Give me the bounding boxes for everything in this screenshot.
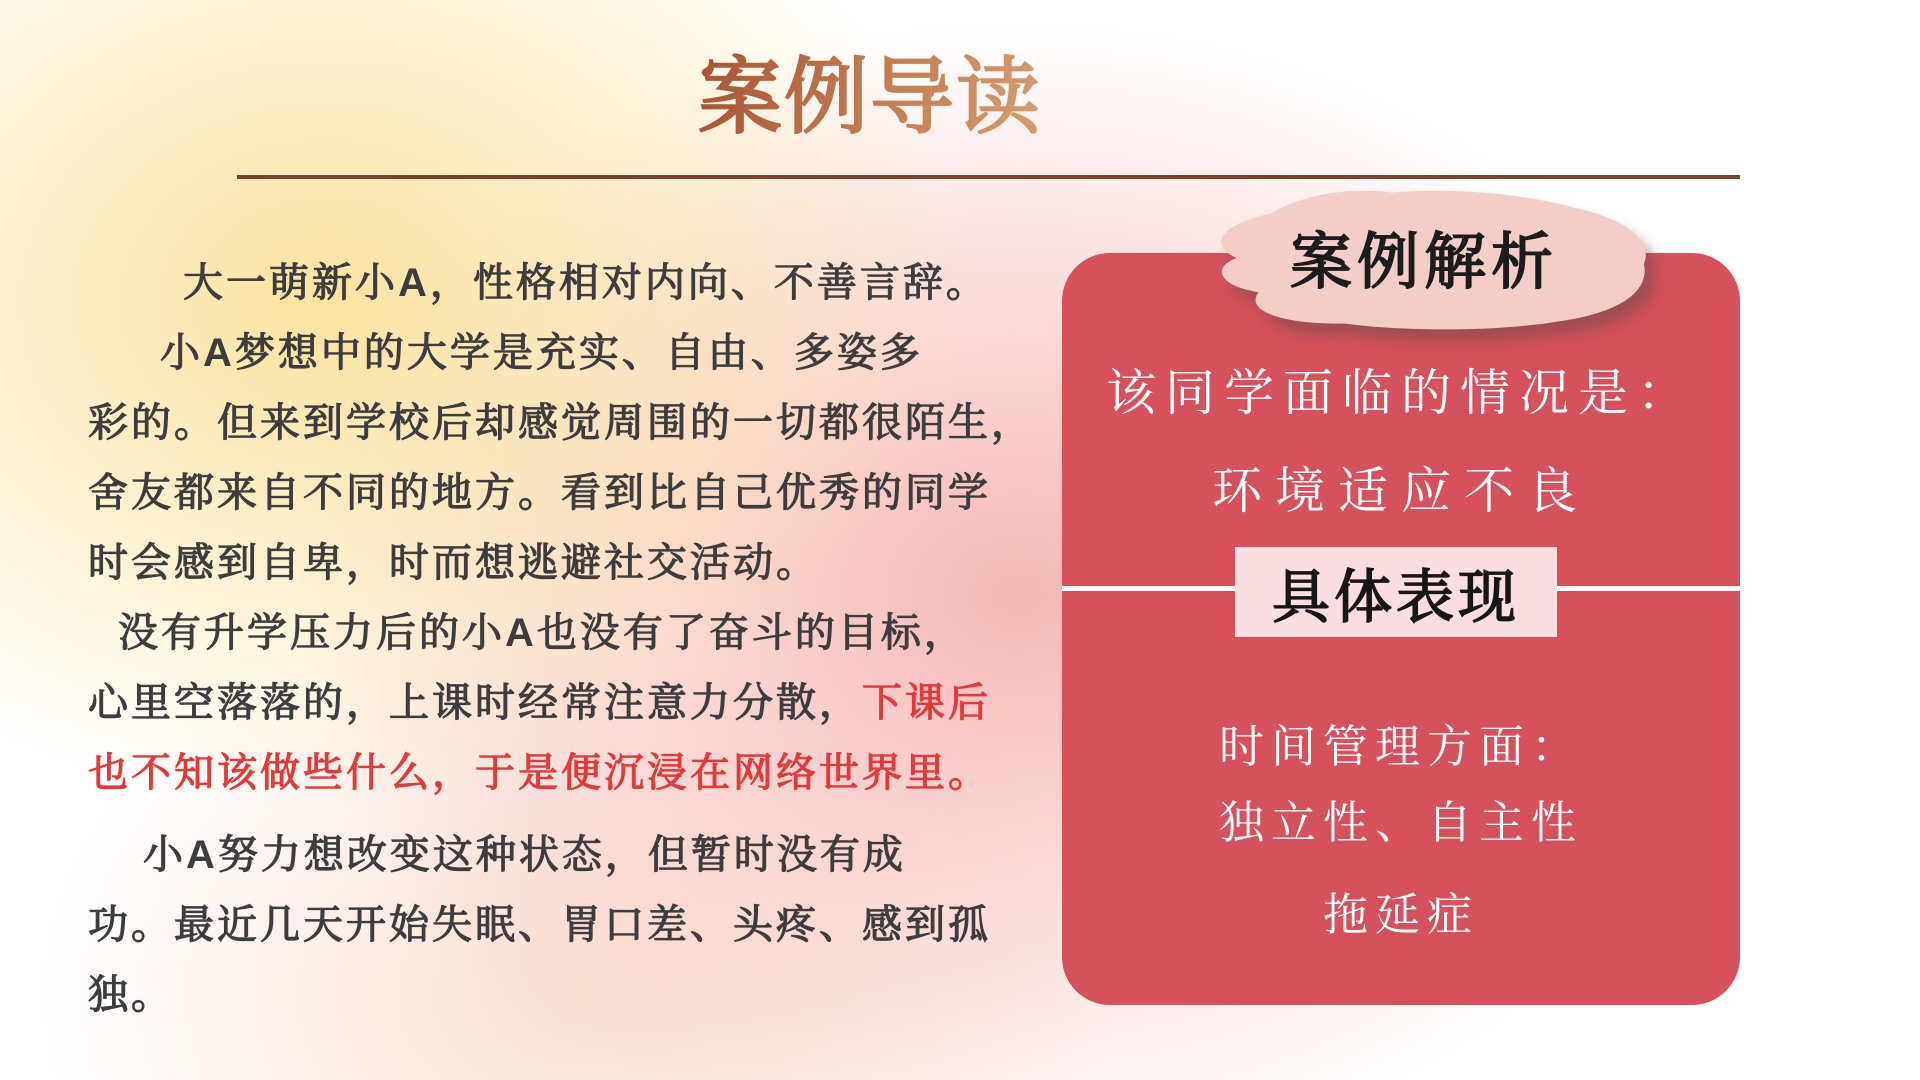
detail-line: 拖延症 [1322,888,1479,941]
case-text-segment-red: 下课后 [862,681,991,725]
case-text-line [88,388,1034,458]
analysis-card [1062,253,1740,1005]
case-text-segment-dark: 小A梦想中的大学是充实、自由、多姿多 [160,331,923,375]
case-text-segment-dark: 小A努力想改变这种状态，但暂时没有成 [143,833,906,877]
case-text-segment-dark: 心里空落落的，上课时经常注意力分散， [88,681,862,725]
situation-label: 该同学面临的情况是： [1106,364,1696,422]
case-text-segment-dark: 独。 [88,973,174,1017]
case-text-line [88,248,1018,318]
case-text-segment-dark: 没有升学压力后的小A也没有了奋斗的目标， [118,611,967,655]
case-text-line [88,890,1018,960]
case-text-line [88,318,1018,388]
situation-value: 环境适应不良 [1212,462,1590,520]
case-text-line [88,668,1018,738]
case-text-line [88,458,1018,528]
case-text-line [88,598,1018,668]
case-text [88,248,1034,1030]
detail-line: 独立性、自主性 [1218,796,1583,849]
analysis-badge [1192,176,1656,336]
case-text-line [88,528,1018,598]
detail-lines [1062,253,1740,1005]
case-text-segment-red: 也不知该做些什么，于是便沉浸在网络世界里。 [88,751,991,795]
page-title: 案例导读 [620,42,1120,152]
detail-line: 时间管理方面： [1218,720,1583,773]
analysis-badge-label: 案例解析 [1289,224,1558,298]
case-text-line [88,960,1018,1030]
case-text-line [88,820,1018,890]
case-text-line [88,738,1018,808]
detail-label: 具体表现 [1235,547,1557,637]
case-text-segment-dark: 时会感到自卑，时而想逃避社交活动。 [88,541,819,585]
case-text-segment-dark: 彩的。但来到学校后却感觉周围的一切都很陌生， [88,401,1034,445]
case-text-segment-dark: 功。最近几天开始失眠、胃口差、头疼、感到孤 [88,903,991,947]
case-text-segment-dark: 舍友都来自不同的地方。看到比自己优秀的同学 [88,471,991,515]
case-text-segment-dark: 大一萌新小A，性格相对内向、不善言辞。 [183,261,989,305]
